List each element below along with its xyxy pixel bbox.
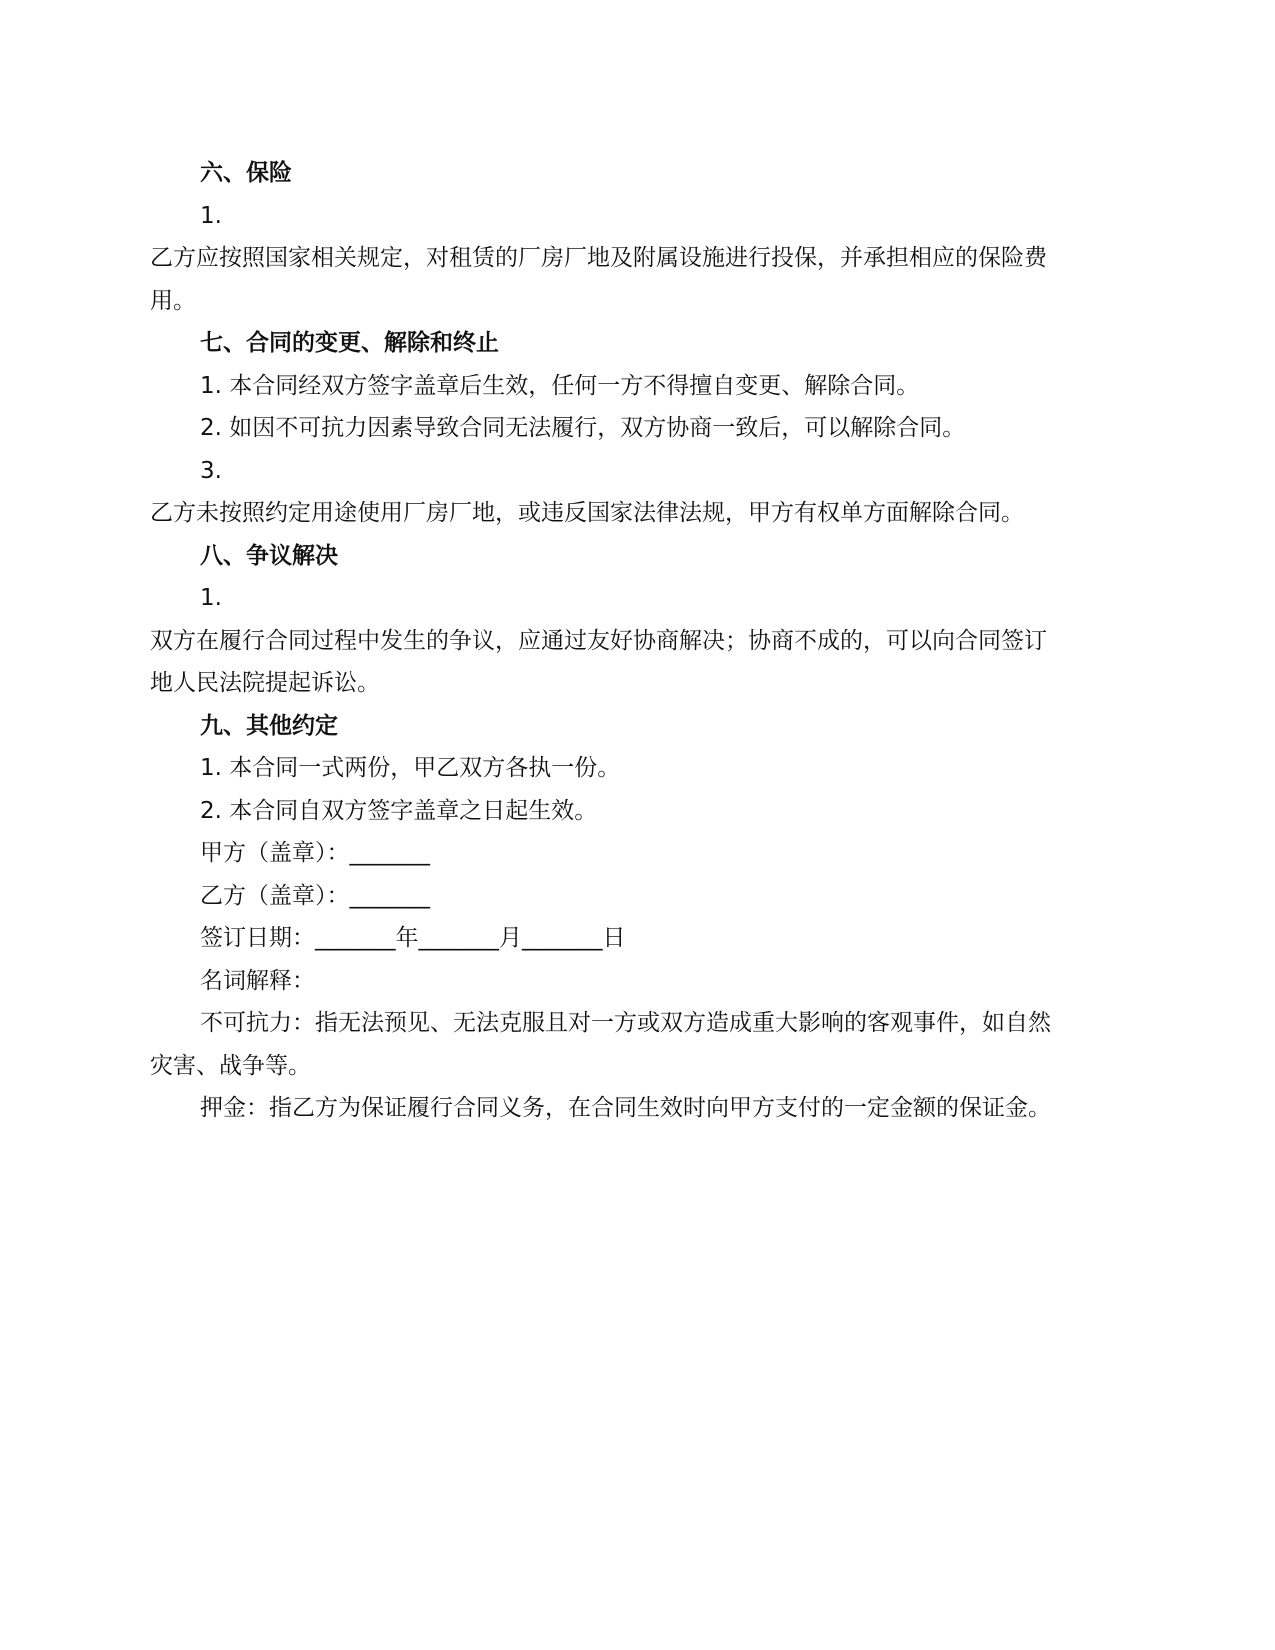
section-6-item-1-text: 乙方应按照国家相关规定，对租赁的厂房厂地及附属设施进行投保，并承担相应的保险费	[150, 245, 1047, 271]
section-6-item-1-number: 1.	[200, 202, 222, 229]
section-7-item-3-text: 乙方未按照约定用途使用厂房厂地，或违反国家法律法规，甲方有权单方面解除合同。	[150, 500, 1024, 526]
section-9-item-2: 2. 本合同自双方签字盖章之日起生效。	[200, 797, 598, 824]
section-8-item-1-text-cont: 地人民法院提起诉讼。	[150, 670, 380, 696]
section-6-item-1-text-cont: 用。	[150, 287, 196, 314]
glossary-force-majeure-cont: 灾害、战争等。	[150, 1052, 311, 1079]
section-8-item-1-number: 1.	[200, 585, 222, 611]
section-7-item-1: 1. 本合同经双方签字盖章后生效，任何一方不得擅自变更、解除合同。	[200, 372, 920, 399]
section-8-item-1-text: 双方在履行合同过程中发生的争议，应通过友好协商解决；协商不成的，可以向合同签订	[150, 627, 1047, 654]
section-7-item-2: 2. 如因不可抗力因素导致合同无法履行，双方协商一致后，可以解除合同。	[200, 415, 966, 441]
glossary-deposit: 押金：指乙方为保证履行合同义务，在合同生效时向甲方支付的一定金额的保证金。	[200, 1095, 1051, 1121]
glossary-force-majeure: 不可抗力：指无法预见、无法克服且对一方或双方造成重大影响的客观事件，如自然	[200, 1010, 1051, 1036]
section-9-title: 九、其他约定	[200, 712, 338, 739]
glossary-title: 名词解释：	[200, 967, 315, 994]
party-a-signature: 甲方（盖章）：_______	[200, 840, 430, 866]
document-page	[150, 152, 1125, 1130]
section-6-title: 六、保险	[200, 160, 292, 186]
signing-date: 签订日期：_______年_______月_______日	[200, 925, 626, 951]
section-7-item-3-number: 3.	[200, 457, 222, 484]
section-8-title: 八、争议解决	[200, 542, 338, 569]
party-b-signature: 乙方（盖章）：_______	[200, 882, 430, 909]
section-9-item-1: 1. 本合同一式两份，甲乙双方各执一份。	[200, 755, 621, 781]
section-7-title: 七、合同的变更、解除和终止	[200, 330, 499, 356]
